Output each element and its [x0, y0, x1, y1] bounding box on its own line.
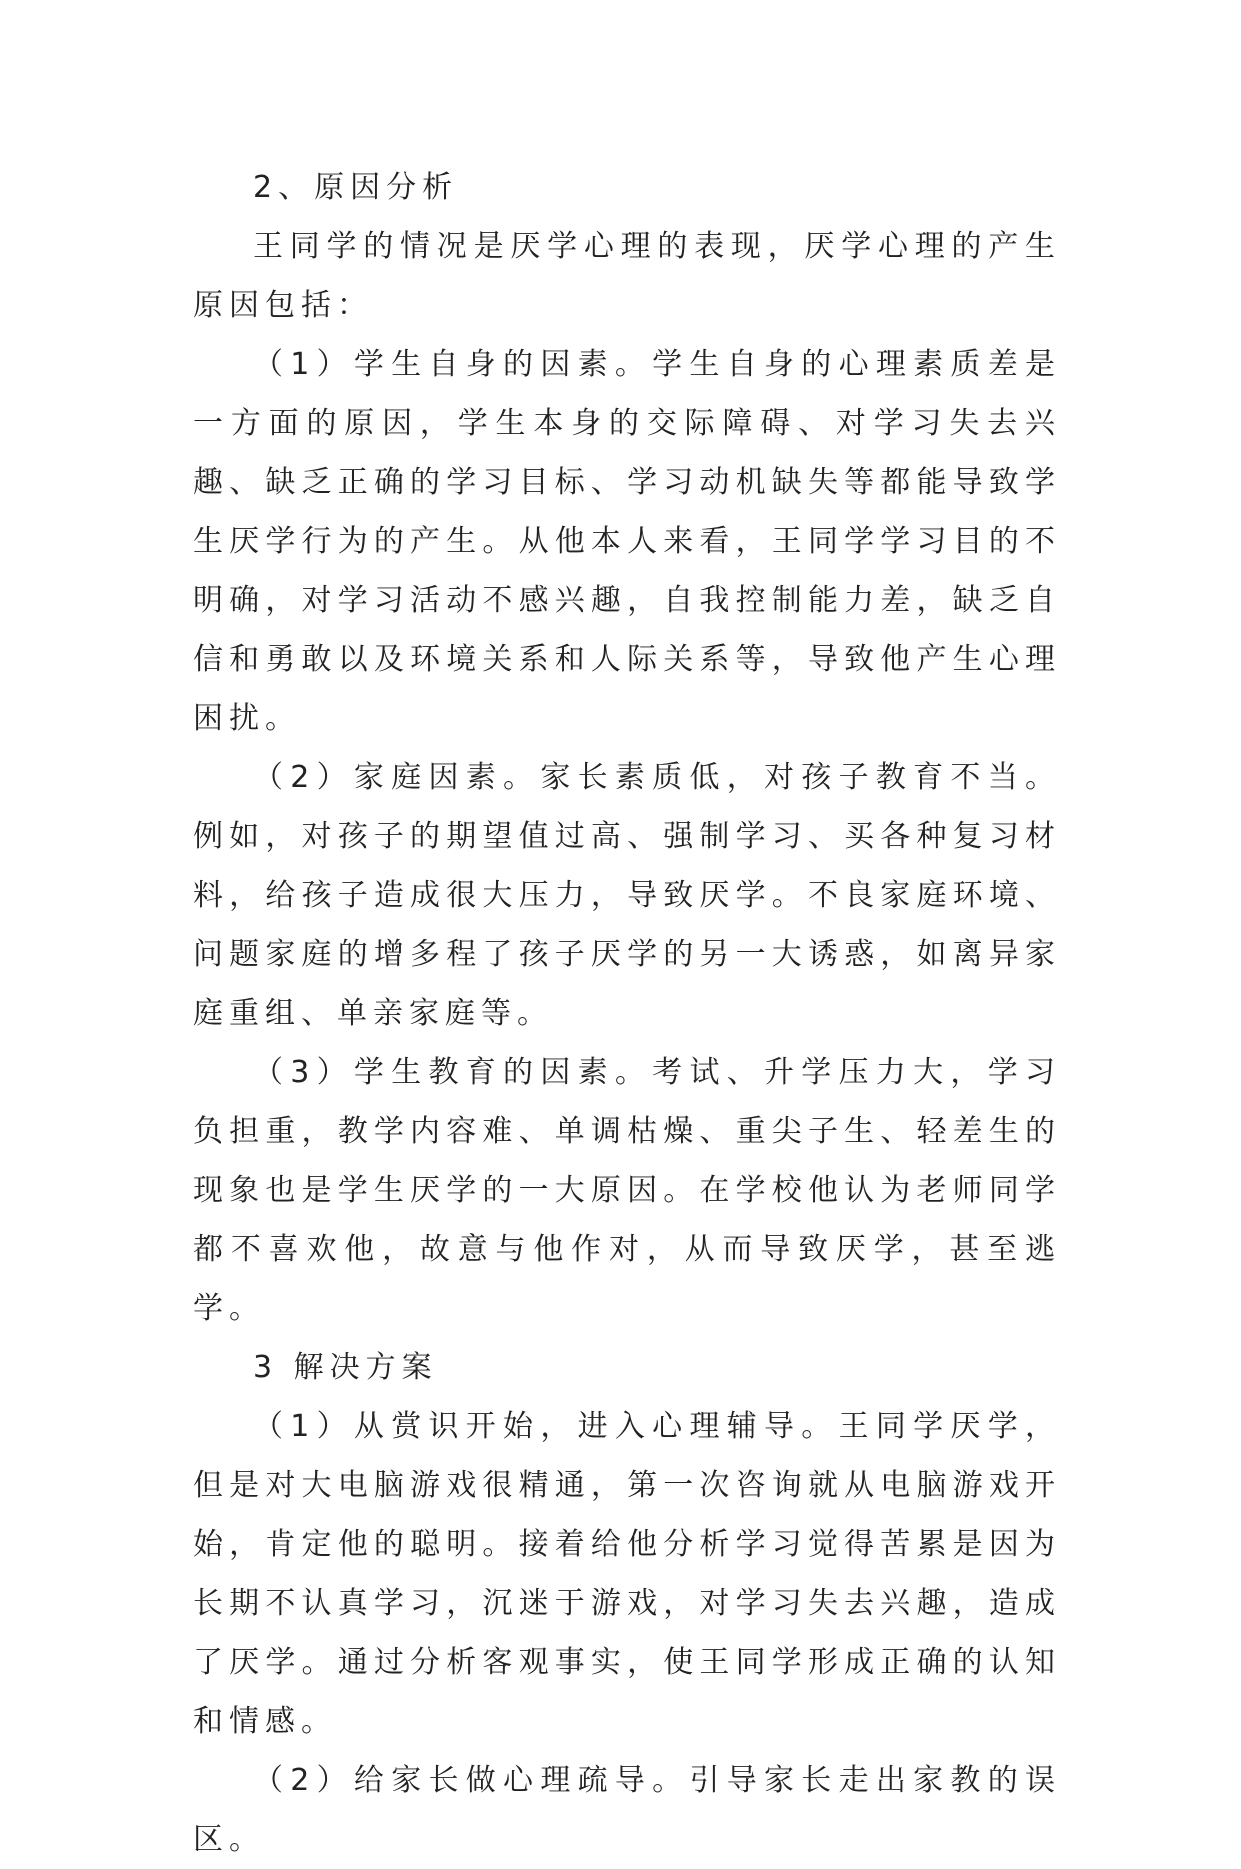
paragraph-solution-parents: （2）给家长做心理疏导。引导家长走出家教的误区。 [193, 1763, 1061, 1857]
paragraph-cause-education: （3）学生教育的因素。考试、升学压力大，学习负担重，教学内容难、单调枯燥、重尖子生、轻差生的现象也是学生厌学的一大原因。在学校他认为老师同学都不喜欢他，故意与他作对，从而导致厌学，甚至逃学。 [193, 1055, 1061, 1326]
paragraph-cause-student: （1）学生自身的因素。学生自身的心理素质差是一方面的原因，学生本身的交际障碍、对学习失去兴趣、缺乏正确的学习目标、学习动机缺失等都能导致学生厌学行为的产生。从他本人来看，王同学学习目的不明确，对学习活动不感兴趣，自我控制能力差，缺乏自信和勇敢以及环境关系和人际关系等，导致他产生心理困扰。 [193, 347, 1061, 736]
section-heading-solution: 3 解决方案 [253, 1350, 438, 1385]
section-heading-cause-analysis: 2、原因分析 [253, 170, 459, 205]
paragraph-cause-family: （2）家庭因素。家长素质低，对孩子教育不当。例如，对孩子的期望值过高、强制学习、买各种复习材料，给孩子造成很大压力，导致厌学。不良家庭环境、问题家庭的增多程了孩子厌学的另一大诱惑，如离异家庭重组、单亲家庭等。 [193, 760, 1061, 1031]
document-body [193, 158, 1061, 1869]
paragraph-intro: 王同学的情况是厌学心理的表现，厌学心理的产生原因包括： [193, 229, 1061, 323]
paragraph-solution-appreciation: （1）从赏识开始，进入心理辅导。王同学厌学，但是对大电脑游戏很精通，第一次咨询就从电脑游戏开始，肯定他的聪明。接着给他分析学习觉得苦累是因为长期不认真学习，沉迷于游戏，对学习失去兴趣，造成了厌学。通过分析客观事实，使王同学形成正确的认知和情感。 [193, 1409, 1061, 1739]
